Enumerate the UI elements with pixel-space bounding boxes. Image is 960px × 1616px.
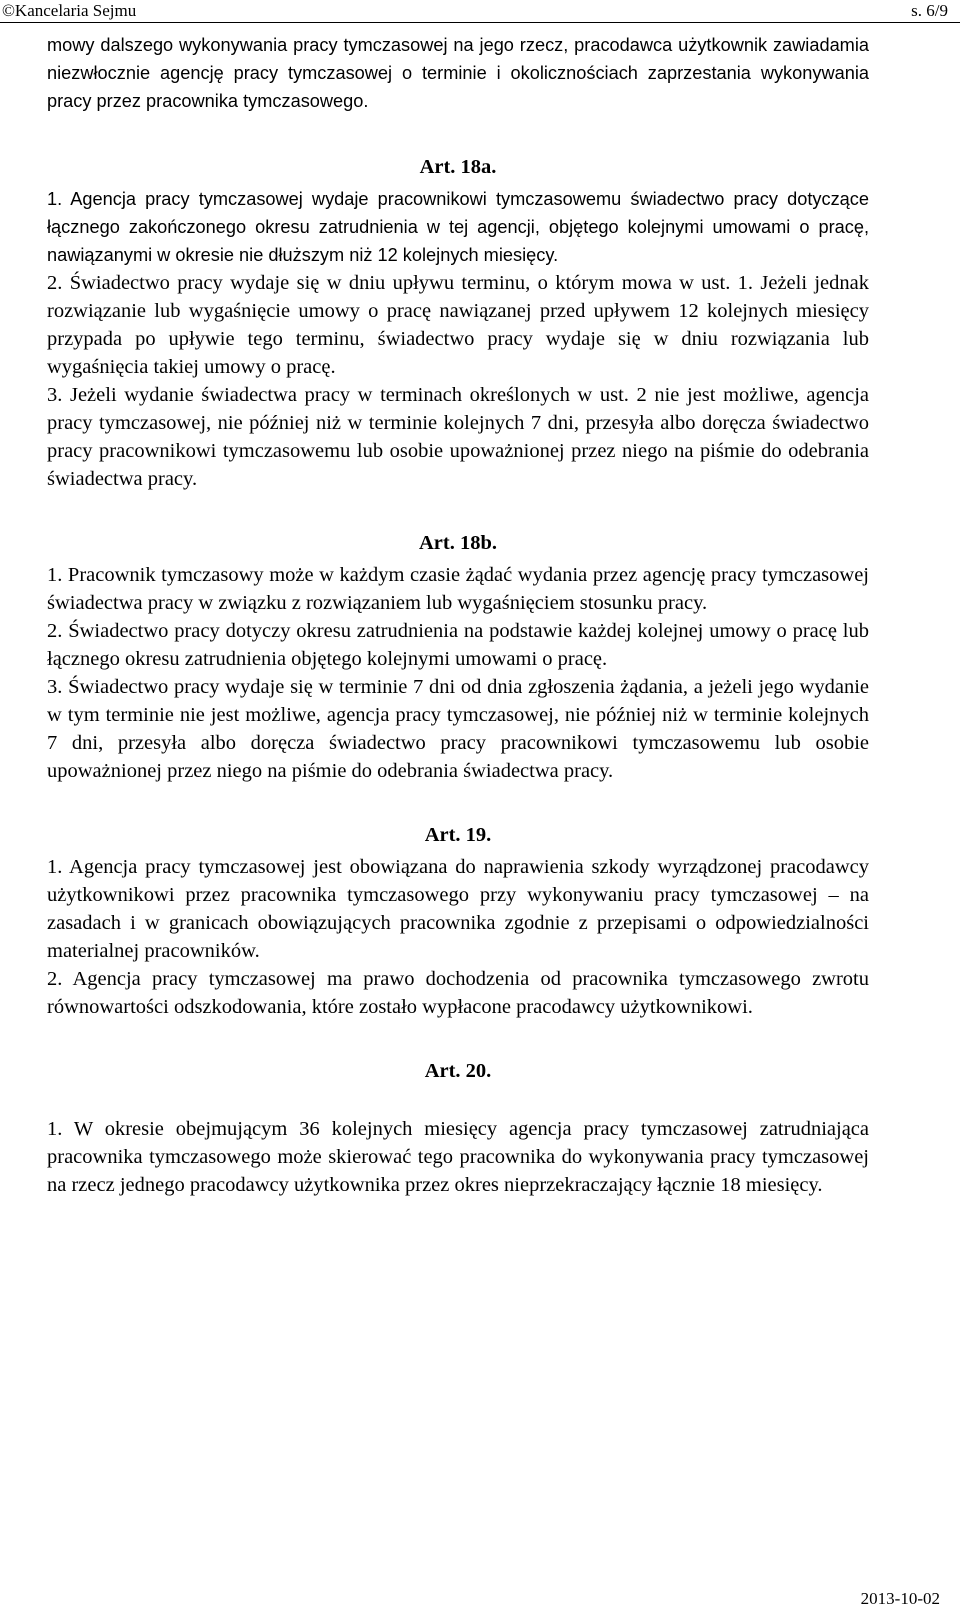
art18a-paragraph-2: 2. Świadectwo pracy wydaje się w dniu upływu terminu, o którym mowa w ust. 1. Jeżeli jednak rozwiązanie lub wygaśnięcie umowy o pracę nawiązanej przed upływem 12 kolejnych miesięcy przypada po upływie tego terminu, świadectwo pracy wydaje się w dniu rozwiązania lub wygaśnięcia takiej umowy o pracę. <box>47 272 869 378</box>
page-header <box>0 0 960 24</box>
page-number: s. 6/9 <box>911 1 948 20</box>
header-divider <box>0 22 960 23</box>
art20-paragraph-1: 1. W okresie obejmującym 36 kolejnych miesięcy agencja pracy tymczasowej zatrudniająca pracownika tymczasowego może skierować tego pracownika do wykonywania pracy tymczasowej na rzecz jednego pracodawcy użytkownika przez okres nieprzekraczający łącznie 18 miesięcy. <box>47 1118 869 1196</box>
spacer <box>47 493 869 529</box>
intro-paragraph: mowy dalszego wykonywania pracy tymczasowej na jego rzecz, pracodawca użytkownik zawiadamia niezwłocznie agencję pracy tymczasowej o terminie i okolicznościach zaprzestania wykonywania pracy przez pracownika tymczasowego. <box>47 35 869 111</box>
art18a-paragraph-1: 1. Agencja pracy tymczasowej wydaje pracownikowi tymczasowemu świadectwo pracy dotyczące łącznego zakończonego okresu zatrudnienia w tej agencji, objętego kolejnymi umowami o pracę, nawiązanymi w okresie nie dłuższym niż 12 kolejnych miesięcy. <box>47 189 869 265</box>
copyright-notice: ©Kancelaria Sejmu <box>2 1 137 20</box>
art18b-paragraph-1: 1. Pracownik tymczasowy może w każdym czasie żądać wydania przez agencję pracy tymczasowej świadectwa pracy w związku z rozwiązaniem lub wygaśnięciem stosunku pracy. <box>47 564 869 614</box>
footer-date: 2013-10-02 <box>860 1589 940 1608</box>
art18b-paragraph-3: 3. Świadectwo pracy wydaje się w terminie 7 dni od dnia zgłoszenia żądania, a jeżeli jego wydanie w tym terminie nie jest możliwe, agencja pracy tymczasowej, nie później niż w terminie kolejnych 7 dni, przesyła albo doręcza świadectwo pracy pracownikowi tymczasowemu lub osobie upoważnionej przez niego na piśmie do odebrania świadectwa pracy. <box>47 676 869 782</box>
art18a-paragraph-3: 3. Jeżeli wydanie świadectwa pracy w terminach określonych w ust. 2 nie jest możliwe, agencja pracy tymczasowej, nie później niż w terminie kolejnych 7 dni, przesyła albo doręcza świadectwo pracy pracownikowi tymczasowemu lub osobie upoważnionej przez niego na piśmie do odebrania świadectwa pracy. <box>47 384 869 490</box>
spacer <box>47 115 869 153</box>
art19-paragraph-1: 1. Agencja pracy tymczasowej jest obowiązana do naprawienia szkody wyrządzonej pracodawcy użytkownikowi przez pracownika tymczasowego przy wykonywaniu pracy tymczasowej – na zasadach i w granicach obowiązujących pracownika zgodnie z przepisami o odpowiedzialności materialnej pracowników. <box>47 856 869 962</box>
art19-paragraph-2: 2. Agencja pracy tymczasowej ma prawo dochodzenia od pracownika tymczasowego zwrotu równowartości odszkodowania, które zostało wypłacone pracodawcy użytkownikowi. <box>47 968 869 1018</box>
document-body <box>47 31 869 1199</box>
article-heading-19: Art. 19. <box>424 824 492 846</box>
art18b-paragraph-2: 2. Świadectwo pracy dotyczy okresu zatrudnienia na podstawie każdej kolejnej umowy o pracę lub łącznego okresu zatrudnienia objętego kolejnymi umowami o pracę. <box>47 620 869 670</box>
spacer <box>47 785 869 821</box>
spacer <box>47 1085 869 1115</box>
article-heading-18b: Art. 18b. <box>418 532 497 554</box>
spacer <box>47 1021 869 1057</box>
article-heading-20: Art. 20. <box>424 1060 492 1082</box>
article-heading-18a: Art. 18a. <box>419 156 497 178</box>
